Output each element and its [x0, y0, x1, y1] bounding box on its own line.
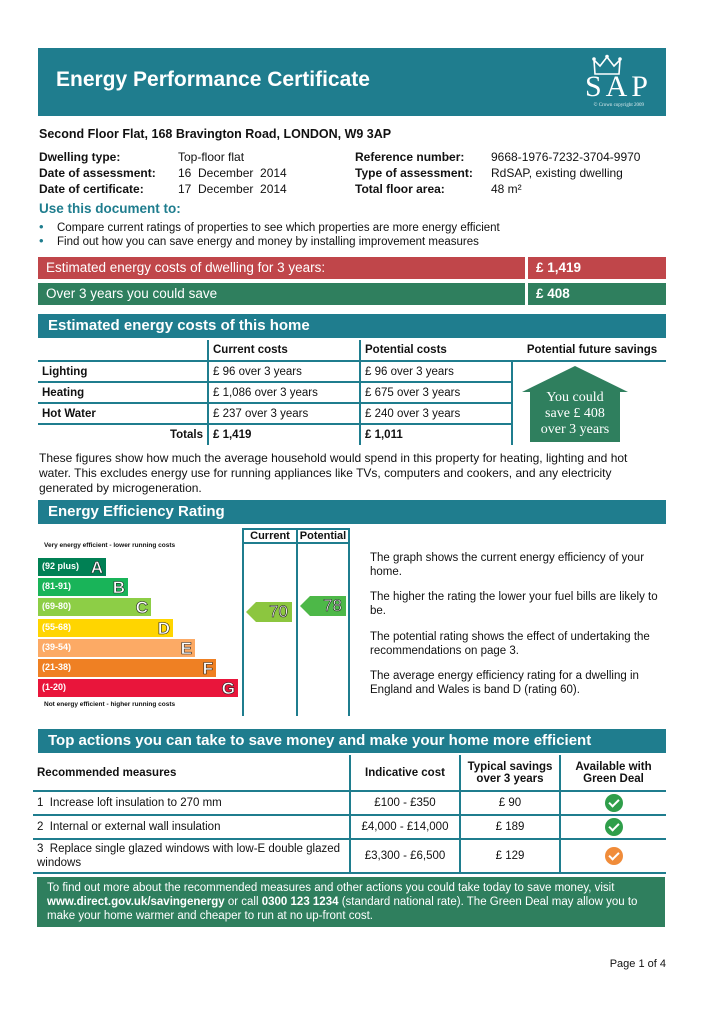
- potential-cost: £ 675 over 3 years: [360, 382, 512, 403]
- estimated-cost-value: £ 1,419: [528, 257, 666, 279]
- current-rating-arrow: 70: [256, 602, 292, 622]
- band-a: [38, 558, 106, 576]
- band-range: (92 plus): [42, 561, 80, 571]
- current-column-header: Current: [242, 528, 296, 544]
- footer-link[interactable]: www.direct.gov.uk/savingenergy: [47, 896, 225, 908]
- section-title: Energy Efficiency Rating: [48, 503, 225, 520]
- savings-cell: £ 129: [460, 839, 560, 873]
- band-letter: G: [221, 679, 235, 698]
- property-address: Second Floor Flat, 168 Bravington Road, LONDON, W9 3AP: [39, 127, 392, 141]
- use-document-title: Use this document to:: [39, 201, 181, 216]
- row-label: Hot Water: [38, 403, 208, 424]
- measure-text: Internal or external wall insulation: [49, 821, 221, 833]
- actions-section-banner: [38, 729, 666, 753]
- detail-value: Top-floor flat: [178, 150, 245, 164]
- band-e: [38, 639, 195, 657]
- footer-text: (standard national rate). The Green Deal may allow you to make your home warmer and cheaper to run at no up-front cost.: [47, 896, 638, 922]
- detail-label: Total floor area:: [355, 182, 445, 196]
- row-label: Lighting: [38, 361, 208, 382]
- table-row: [33, 815, 666, 839]
- band-range: (81-91): [42, 581, 72, 591]
- cost-cell: £4,000 - £14,000: [350, 815, 460, 839]
- savings-bar: [38, 283, 666, 305]
- sap-logo-text: SAP: [584, 70, 652, 103]
- table-row: [38, 340, 666, 361]
- efficiency-paragraph: The higher the rating the lower your fuel bills are likely to be.: [370, 591, 658, 617]
- measure-number: 1: [37, 797, 44, 809]
- savings-cell: £ 90: [460, 791, 560, 815]
- band-range: (1-20): [42, 682, 67, 692]
- savings-cell: £ 189: [460, 815, 560, 839]
- measure-text: Replace single glazed windows with low-E double glazed windows: [37, 843, 341, 869]
- orange-tick-icon: [605, 847, 623, 865]
- footer-info: [37, 877, 665, 927]
- savings-line: save £ 408: [545, 406, 605, 421]
- column-divider: [348, 544, 350, 716]
- savings-label: Over 3 years you could save: [38, 283, 525, 305]
- table-row: [33, 839, 666, 873]
- detail-label: Dwelling type:: [39, 150, 121, 164]
- details-left-labels: [39, 149, 156, 197]
- details-right-labels: [355, 149, 473, 197]
- footer-text: or call: [224, 896, 262, 908]
- totals-label: Totals: [169, 429, 203, 441]
- band-letter: F: [202, 659, 213, 678]
- table-row: [33, 755, 666, 791]
- table-header: Potential future savings: [512, 340, 666, 361]
- band-letter: A: [90, 558, 103, 577]
- footer-phone: 0300 123 1234: [261, 896, 339, 908]
- green-deal-cell: [560, 815, 666, 839]
- sap-logo: [562, 52, 652, 112]
- section-title: Top actions you can take to save money and make your home more efficient: [48, 732, 592, 749]
- band-letter: B: [112, 578, 125, 597]
- header-banner: [38, 48, 666, 116]
- details-right-values: [491, 149, 640, 197]
- footer-text: To find out more about the recommended measures and other actions you could take today to save money, visit: [47, 882, 615, 894]
- estimated-cost-bar: [38, 257, 666, 279]
- green-tick-icon: [605, 818, 623, 836]
- estimated-cost-label: Estimated energy costs of dwelling for 3 years:: [38, 257, 525, 279]
- detail-value: RdSAP, existing dwelling: [491, 166, 623, 180]
- efficiency-chart: [38, 528, 350, 716]
- potential-column-header: Potential: [296, 528, 350, 544]
- band-letter: C: [135, 598, 148, 617]
- cost-cell: £3,300 - £6,500: [350, 839, 460, 873]
- detail-label: Type of assessment:: [355, 166, 473, 180]
- costs-explanation: These figures show how much the average household would spend in this property for heating, lighting and hot water. This excludes energy use for running appliances like TVs, computers and cookers, and any electricity generated by microgeneration.: [39, 451, 628, 495]
- column-divider: [242, 544, 244, 716]
- detail-value: 17 December 2014: [178, 182, 287, 196]
- detail-label: Date of assessment:: [39, 166, 156, 180]
- details-left-values: [178, 149, 287, 197]
- band-letter: D: [157, 619, 170, 638]
- potential-cost: £ 240 over 3 years: [360, 403, 512, 424]
- savings-line: over 3 years: [540, 422, 610, 437]
- table-header: Recommended measures: [33, 755, 350, 791]
- cost-cell: £100 - £350: [350, 791, 460, 815]
- table-header: Current costs: [208, 340, 360, 361]
- measure-cell: [33, 815, 350, 839]
- list-item: • Find out how you can save energy and money by installing improvement measures: [39, 235, 500, 249]
- green-deal-cell: [560, 791, 666, 815]
- detail-value: 16 December 2014: [178, 166, 287, 180]
- band-g: [38, 679, 238, 697]
- band-b: [38, 578, 128, 596]
- band-range: (55-68): [42, 622, 72, 632]
- measure-cell: [33, 791, 350, 815]
- green-tick-icon: [605, 794, 623, 812]
- table-header: Indicative cost: [350, 755, 460, 791]
- table-header: Potential costs: [360, 340, 512, 361]
- detail-value: 48 m²: [491, 182, 522, 196]
- row-label: Heating: [38, 382, 208, 403]
- efficiency-section-banner: [38, 500, 666, 524]
- band-range: (69-80): [42, 601, 72, 611]
- costs-section-banner: [38, 314, 666, 338]
- band-c: [38, 598, 151, 616]
- inefficient-note: Not energy efficient - higher running costs: [44, 701, 176, 708]
- current-cost: £ 1,086 over 3 years: [208, 382, 360, 403]
- measure-text: Increase loft insulation to 270 mm: [49, 797, 222, 809]
- totals-current: £ 1,419: [208, 424, 360, 445]
- logo-copyright: © Crown copyright 2009: [593, 103, 644, 108]
- actions-table: [33, 755, 666, 874]
- efficient-note: Very energy efficient - lower running costs: [44, 542, 176, 549]
- band-d: [38, 619, 173, 637]
- use-document-list: [39, 221, 500, 249]
- current-cost: £ 96 over 3 years: [208, 361, 360, 382]
- potential-cost: £ 96 over 3 years: [360, 361, 512, 382]
- page-title: Energy Performance Certificate: [56, 68, 370, 91]
- green-deal-cell: [560, 839, 666, 873]
- table-header: Available with Green Deal: [560, 755, 666, 791]
- efficiency-paragraph: The potential rating shows the effect of undertaking the recommendations on page 3.: [370, 631, 650, 657]
- savings-house-badge: [522, 366, 628, 442]
- table-row: [33, 791, 666, 815]
- efficiency-paragraph: The graph shows the current energy efficiency of your home.: [370, 552, 645, 578]
- efficiency-paragraph: The average energy efficiency rating for a dwelling in England and Wales is band D (rating 60).: [370, 670, 639, 696]
- list-item: • Compare current ratings of properties to see which properties are more energy efficient: [39, 221, 500, 235]
- band-letter: E: [180, 639, 192, 658]
- savings-badge-text: [522, 390, 628, 438]
- savings-line: You could: [546, 390, 604, 405]
- house-roof: [522, 366, 628, 392]
- current-cost: £ 237 over 3 years: [208, 403, 360, 424]
- detail-value: 9668-1976-7232-3704-9970: [491, 150, 641, 164]
- measure-number: 2: [37, 821, 44, 833]
- page-number: Page 1 of 4: [609, 958, 666, 970]
- band-range: (21-38): [42, 662, 72, 672]
- band-range: (39-54): [42, 642, 72, 652]
- savings-value: £ 408: [528, 283, 666, 305]
- detail-label: Reference number:: [355, 150, 465, 164]
- measure-cell: [33, 839, 350, 873]
- section-title: Estimated energy costs of this home: [48, 317, 310, 334]
- totals-potential: £ 1,011: [360, 424, 512, 445]
- band-f: [38, 659, 216, 677]
- table-header: [38, 340, 208, 361]
- potential-rating-arrow: 78: [310, 596, 346, 616]
- measure-number: 3: [37, 843, 44, 855]
- table-header: Typical savings over 3 years: [460, 755, 560, 791]
- detail-label: Date of certificate:: [39, 182, 144, 196]
- column-divider: [296, 544, 298, 716]
